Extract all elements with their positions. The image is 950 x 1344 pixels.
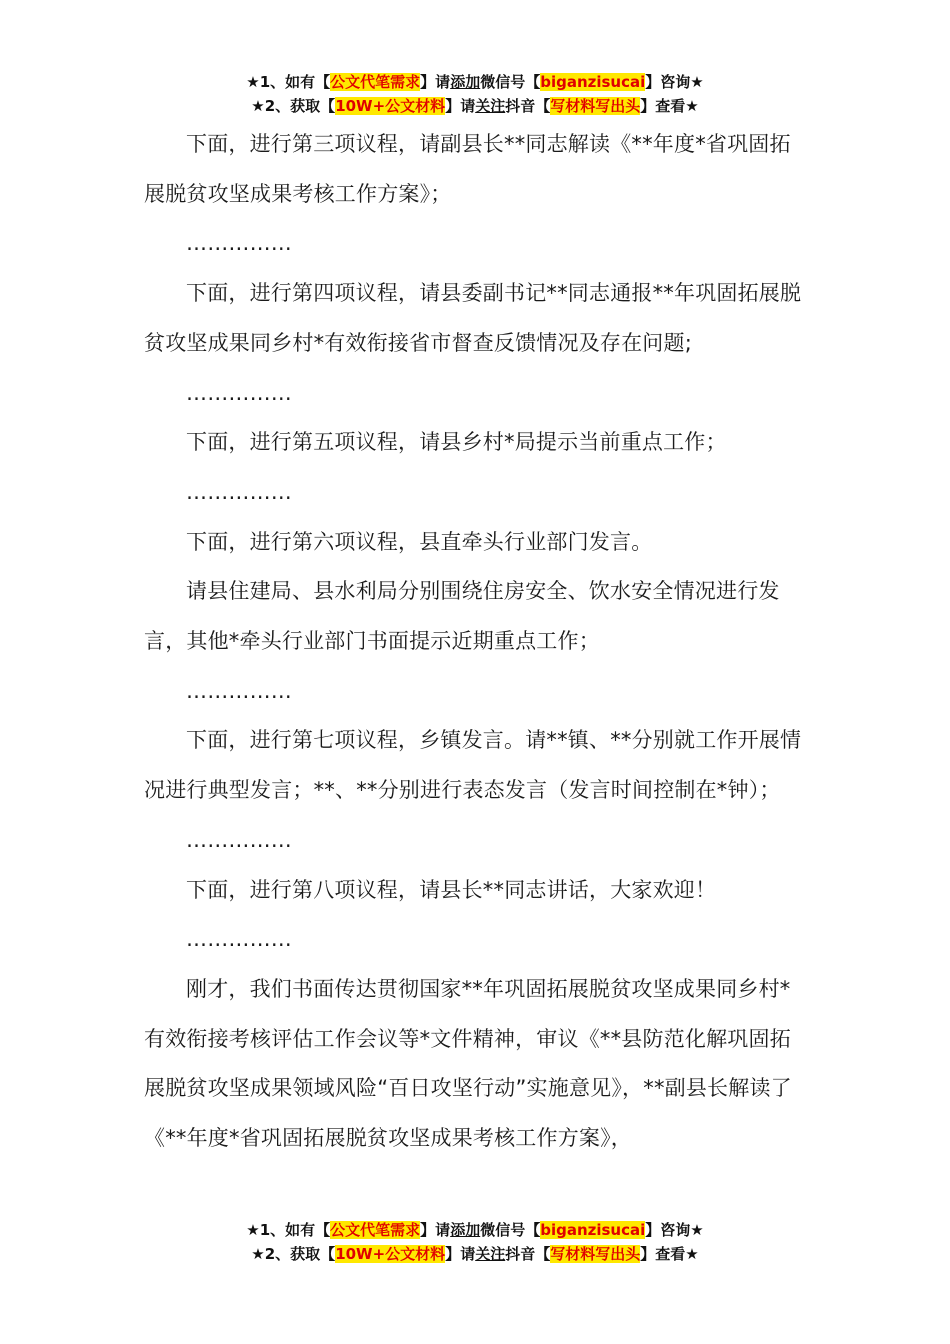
highlight-douyin: 写材料写出头 [550, 97, 641, 115]
highlight-service: 公文代笔需求 [330, 73, 421, 91]
highlight-wechat-id: biganzisucai [540, 1221, 646, 1239]
paragraph: 刚才，我们书面传达贯彻国家**年巩固拓展脱贫攻坚成果同乡村*有效衔接考核评估工作会议等*文件精神，审议《**县防范化解巩固拓展脱贫攻坚成果领域风险“百日攻坚行动”实施意见》，**副县长解读了《**年度*省巩固拓展脱贫攻坚成果考核工作方案》， [144, 976, 792, 1151]
banner-line-2: ★2、获取【10W+公文材料】请关注抖音【写材料写出头】查看★ [251, 97, 699, 115]
paragraph: 下面，进行第五项议程，请县乡村*局提示当前重点工作； [186, 430, 727, 455]
highlight-douyin: 写材料写出头 [550, 1245, 641, 1263]
ellipsis-paragraph: …………… [186, 678, 292, 703]
paragraph: 下面，进行第三项议程，请副县长**同志解读《**年度*省巩固拓展脱贫攻坚成果考核工作方案》； [144, 132, 791, 206]
paragraph: 请县住建局、县水利局分别围绕住房安全、饮水安全情况进行发言，其他*牵头行业部门书面提示近期重点工作； [144, 579, 780, 654]
header-banner [0, 70, 950, 118]
ellipsis-paragraph: …………… [186, 827, 292, 852]
highlight-service: 公文代笔需求 [330, 1221, 421, 1239]
highlight-materials: 10W+公文材料 [335, 1245, 446, 1263]
ellipsis-paragraph: …………… [186, 479, 292, 504]
document-body [144, 120, 808, 1164]
ellipsis-paragraph: …………… [186, 231, 292, 256]
banner-line-1: ★1、如有【公文代笔需求】请添加微信号【biganzisucai】咨询★ [246, 73, 704, 91]
paragraph: 下面，进行第六项议程，县直牵头行业部门发言。 [186, 529, 653, 554]
paragraph: 下面，进行第八项议程，请县长**同志讲话，大家欢迎！ [186, 877, 717, 902]
banner-line-1: ★1、如有【公文代笔需求】请添加微信号【biganzisucai】咨询★ [246, 1221, 704, 1239]
ellipsis-paragraph: …………… [186, 380, 292, 405]
paragraph: 下面，进行第四项议程，请县委副书记**同志通报**年巩固拓展脱贫攻坚成果同乡村*有效衔接省市督查反馈情况及存在问题; [144, 281, 802, 355]
highlight-wechat-id: biganzisucai [540, 73, 646, 91]
paragraph: 下面，进行第七项议程，乡镇发言。请**镇、**分别就工作开展情况进行典型发言；**、**分别进行表态发言（发言时间控制在*钟）； [144, 728, 802, 803]
footer-banner [0, 1218, 950, 1266]
banner-line-2: ★2、获取【10W+公文材料】请关注抖音【写材料写出头】查看★ [251, 1245, 699, 1263]
ellipsis-paragraph: …………… [186, 927, 292, 952]
highlight-materials: 10W+公文材料 [335, 97, 446, 115]
